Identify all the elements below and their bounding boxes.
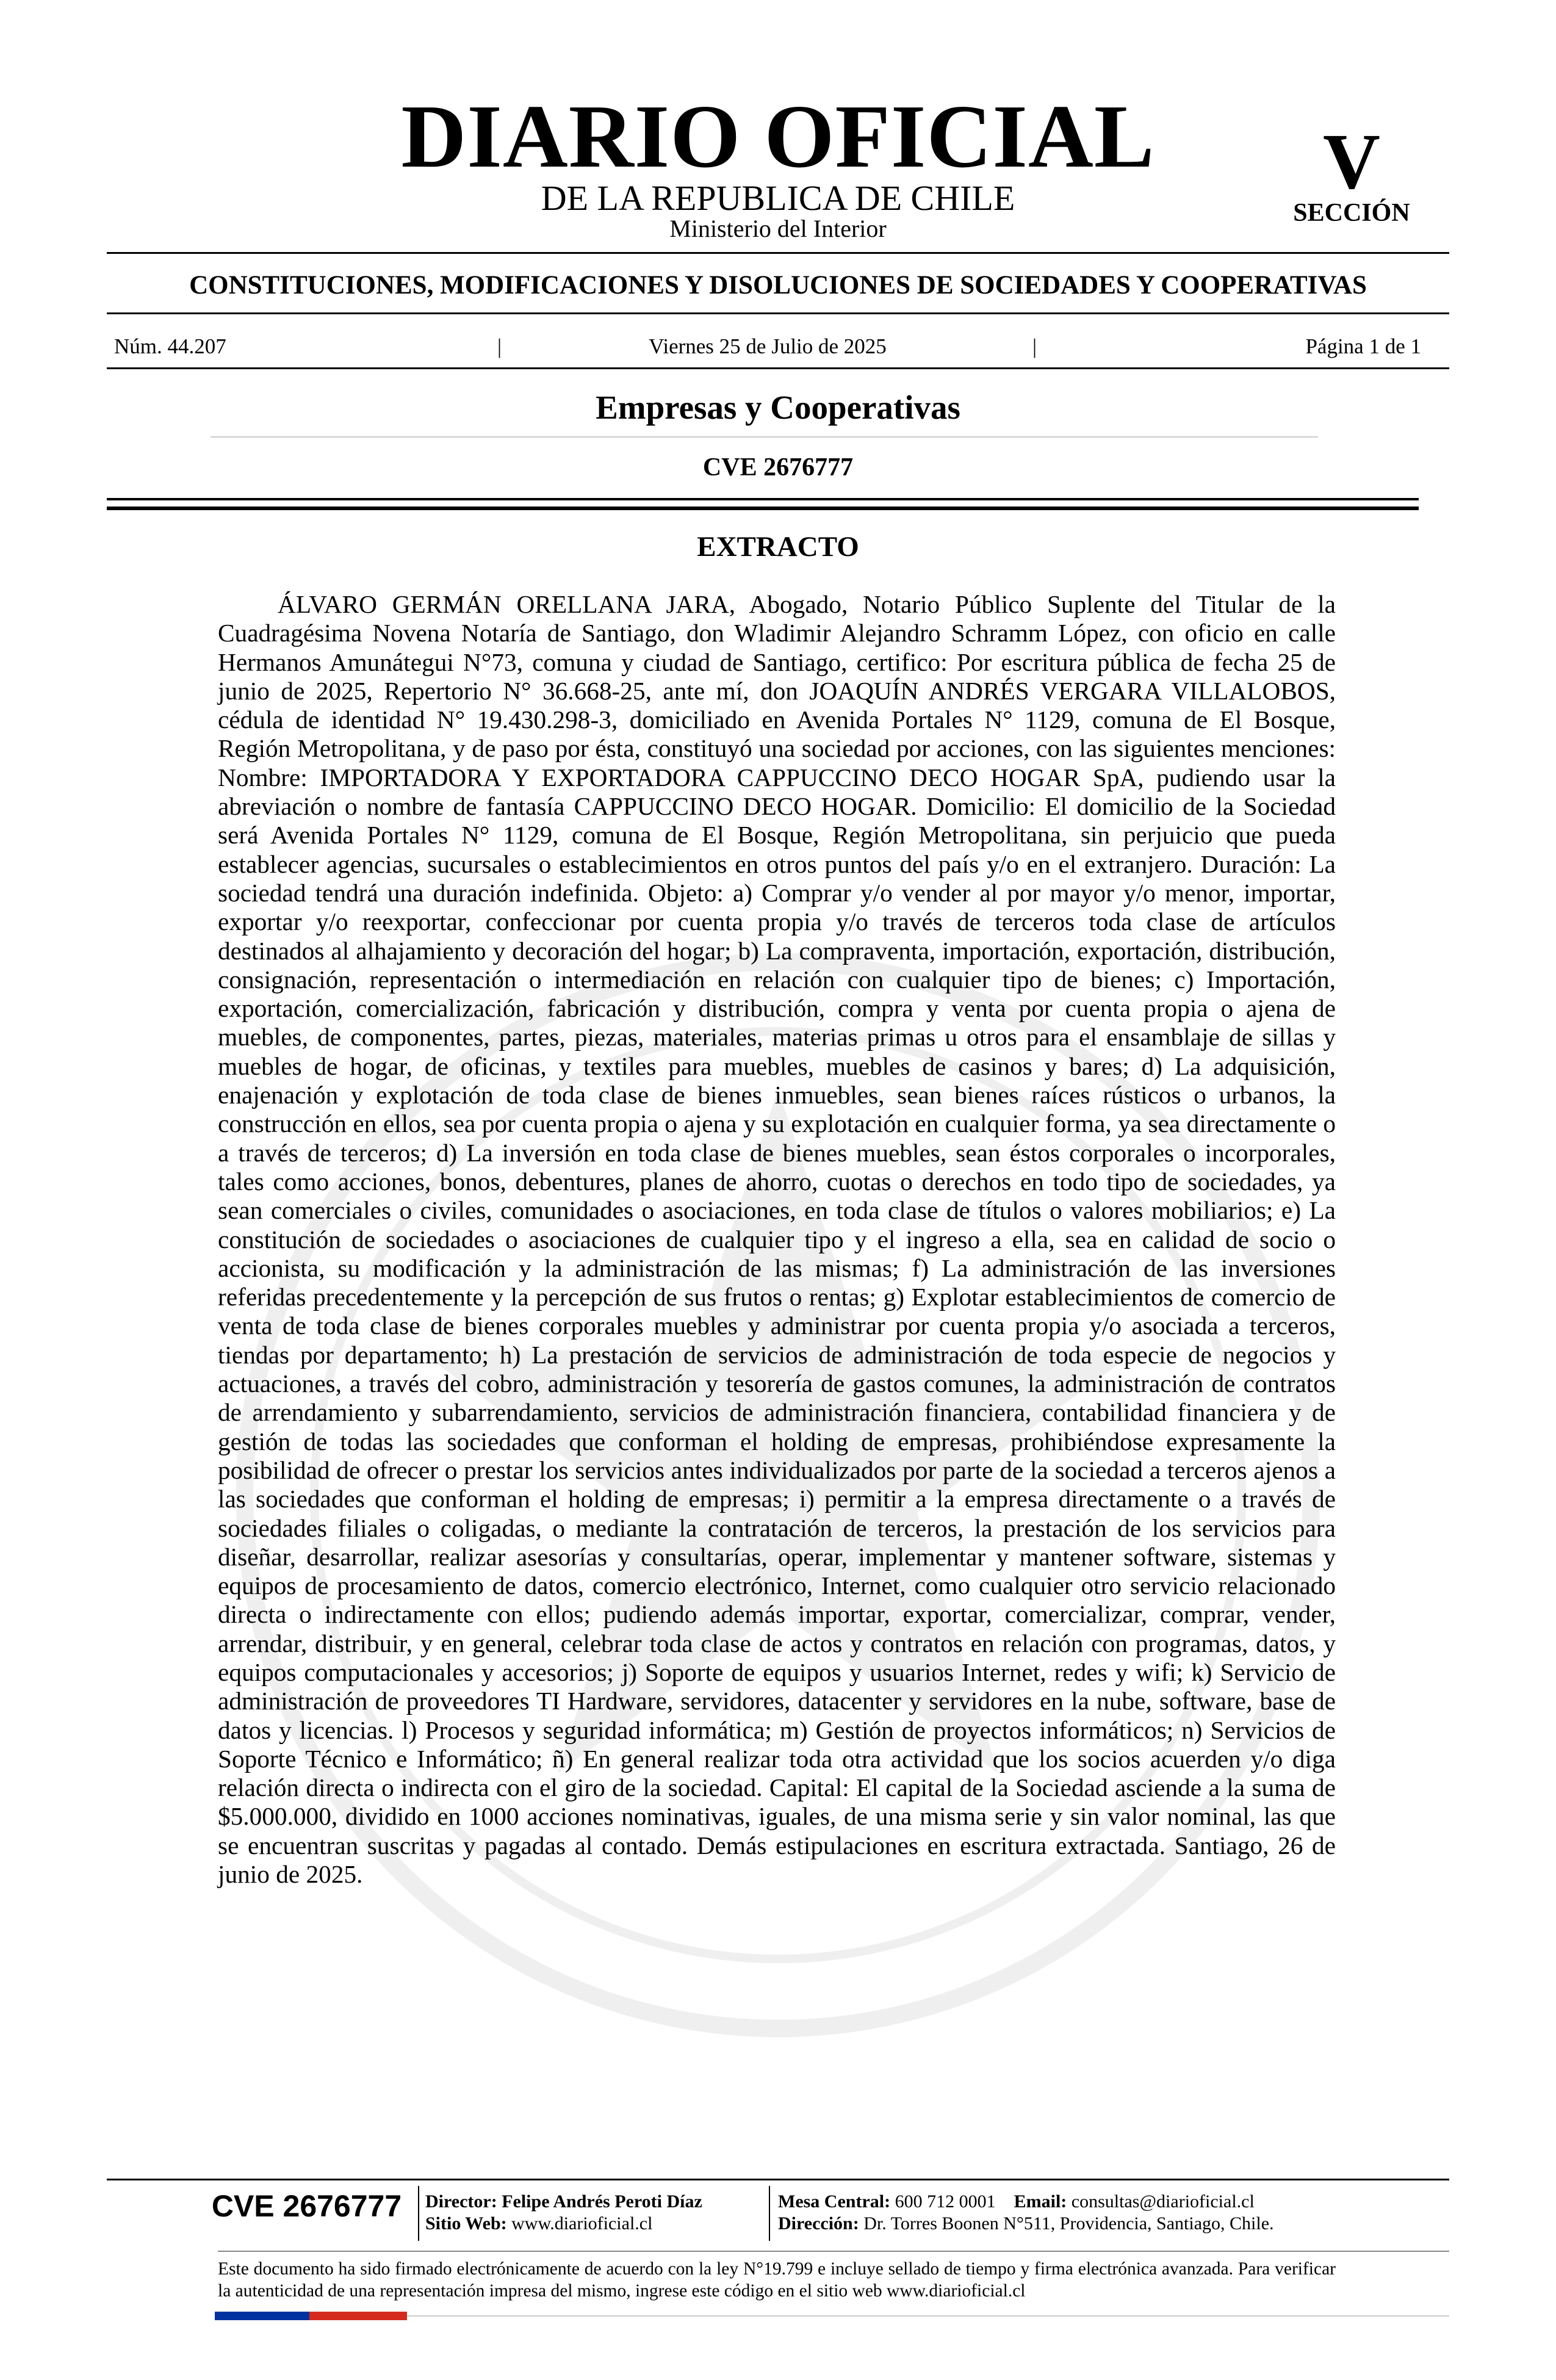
footer-director bbox=[425, 2191, 702, 2213]
address-text: Dr. Torres Boonen N°511, Providencia, Santiago, Chile. bbox=[863, 2213, 1274, 2234]
document-title: EXTRACTO bbox=[697, 531, 859, 563]
masthead-rule bbox=[107, 252, 1449, 254]
footer-legal-notice: Este documento ha sido firmado electrónicamente de acuerdo con la ley N°19.799 e incluye sellado de tiempo y firma electrónica avanzada. Para verificar la autenticidad de una representación impresa del mismo, ingrese este código en el sitio web www.diarioficial.cl bbox=[218, 2259, 1336, 2301]
section-label: SECCIÓN bbox=[1293, 199, 1410, 227]
phone-number: 600 712 0001 bbox=[895, 2191, 996, 2212]
cve-code: CVE 2676777 bbox=[702, 453, 854, 481]
document-body: ÁLVARO GERMÁN ORELLANA JARA, Abogado, Notario Público Suplente del Titular de la Cuadragésima Novena Notaría de Santiago, don Wladimir Alejandro Schramm López, con oficio en calle Hermanos Amunátegui N°73, comuna y ciudad de Santiago, certifico: Por escritura pública de fecha 25 de junio de 2025, Repertorio N° 36.668-25, ante mí, don JOAQUÍN ANDRÉS VERGARA VILLALOBOS, cédula de identidad N° 19.430.298-3, domiciliado en Avenida Portales N° 1129, comuna de El Bosque, Región Metropolitana, y de paso por ésta, constituyó una sociedad por acciones, con las siguientes menciones: Nombre: IMPORTADORA Y EXPORTADORA CAPPUCCINO DECO HOGAR SpA, pudiendo usar la abreviación o nombre de fantasía CAPPUCCINO DECO HOGAR. Domicilio: El domicilio de la Sociedad será Avenida Portales N° 1129, comuna de El Bosque, Región Metropolitana, sin perjuicio que pueda establecer agencias, sucursales o establecimientos en otros puntos del país y/o en el extranjero. Duración: La sociedad tendrá una duración indefinida. Objeto: a) Comprar y/o vender al por mayor y/o menor, importar, exportar y/o reexportar, confeccionar por cuenta propia y/o través de terceros toda clase de artículos destinados al alhajamiento y decoración del hogar; b) La compraventa, importación, exportación, distribución, consignación, representación o intermediación en relación con cualquier tipo de bienes; c) Importación, exportación, comercialización, fabricación y distribución, compra y venta por cuenta propia o ajena de muebles, de componentes, partes, piezas, materiales, materias primas u otros para el ensamblaje de sillas y muebles de hogar, de oficinas, y textiles para muebles, muebles de casinos y bares; d) La adquisición, enajenación y explotación de toda clase de bienes inmuebles, sean bienes raíces rústicos o urbanos, la construcción en ellos, sea por cuenta propia o ajena y su explotación en cualquier forma, ya sea directamente o a través de terceros; d) La inversión en toda clase de bienes muebles, sean éstos corporales o incorporales, tales como acciones, bonos, debentures, planes de ahorro, cuotas o derechos en todo tipo de sociedades, ya sean comerciales o civiles, comunidades o asociaciones, en toda clase de títulos o valores mobiliarios; e) La constitución de sociedades o asociaciones de cualquier tipo y el ingreso a ella, sea en calidad de socio o accionista, su modificación y la administración de las mismas; f) La administración de las inversiones referidas precedentemente y la percepción de sus frutos o rentas; g) Explotar establecimientos de comercio de venta de toda clase de bienes corporales muebles y administrar por cuenta propia y/o asociada a terceros, tiendas por departamento; h) La prestación de servicios de administración de toda especie de negocios y actuaciones, a través del cobro, administración y tesorería de gastos comunes, la administración de contratos de arrendamiento y subarrendamiento, servicios de administración financiera, contabilidad financiera y de gestión de todas las sociedades que conforman el holding de empresas, prohibiéndose expresamente la posibilidad de ofrecer o prestar los servicios antes individualizados por parte de la sociedad a terceros ajenos a las sociedades que conforman el holding de empresas; i) permitir a la empresa directamente o a través de sociedades filiales o coligadas, o mediante la contratación de terceros, la prestación de los servicios para diseñar, desarrollar, realizar asesorías y consultarías, operar, implementar y mantener software, sistemas y equipos de procesamiento de datos, comercio electrónico, Internet, como cualquier otro servicio relacionado directa o indirectamente con ellos; pudiendo además importar, exportar, comercializar, comprar, vender, arrendar, distribuir, y en general, celebrar toda clase de actos y contratos en relación con programas, datos, y equipos computacionales y accesorios; j) Soporte de equipos y usuarios Internet, redes y wifi; k) Servicio de administración de proveedores TI Hardware, servidores, datacenter y servidores en la nube, software, base de datos y licencias. l) Procesos y seguridad informática; m) Gestión de proyectos informáticos; n) Servicios de Soporte Técnico e Informático; ñ) En general realizar toda otra actividad que los socios acuerden y/o diga relación directa o indirecta con el giro de la sociedad. Capital: El capital de la Sociedad asciende a la suma de $5.000.000, dividido en 1000 acciones nominativas, iguales, de una misma serie y sin valor nominal, las que se encuentran suscritas y pagadas al contado. Demás estipulaciones en escritura extractada. Santiago, 26 de junio de 2025. bbox=[218, 590, 1336, 1889]
footer-divider bbox=[769, 2186, 770, 2241]
email-label: Email: bbox=[1014, 2191, 1067, 2212]
footer-legal-rule bbox=[218, 2251, 1449, 2252]
issue-date: Viernes 25 de Julio de 2025 bbox=[649, 334, 887, 358]
section-rule bbox=[107, 312, 1449, 314]
category-underline bbox=[211, 436, 1318, 438]
footer-website bbox=[425, 2213, 652, 2235]
footer-cve-code: CVE 2676777 bbox=[211, 2189, 402, 2223]
address-label: Dirección: bbox=[778, 2213, 859, 2234]
footer-bottom-rule bbox=[407, 2315, 1449, 2317]
footer-contact bbox=[778, 2191, 1255, 2213]
double-rule-bottom bbox=[107, 507, 1419, 510]
double-rule-top bbox=[107, 498, 1419, 500]
page-number: Página 1 de 1 bbox=[1305, 334, 1421, 358]
masthead-subtitle: DE LA REPUBLICA DE CHILE bbox=[541, 178, 1015, 218]
director-label: Director: bbox=[425, 2191, 497, 2212]
director-name: Felipe Andrés Peroti Díaz bbox=[502, 2191, 702, 2212]
issue-separator: | bbox=[1032, 334, 1037, 358]
footer-rule bbox=[107, 2179, 1449, 2180]
issue-rule bbox=[107, 367, 1449, 369]
masthead-title: DIARIO OFICIAL bbox=[401, 87, 1155, 187]
section-letter: V bbox=[1323, 118, 1380, 206]
phone-label: Mesa Central: bbox=[778, 2191, 891, 2212]
footer-divider bbox=[418, 2186, 419, 2241]
website-link[interactable]: www.diarioficial.cl bbox=[511, 2213, 653, 2234]
issue-number: Núm. 44.207 bbox=[114, 334, 226, 358]
flag-stripe-red bbox=[309, 2312, 407, 2320]
footer-address bbox=[778, 2213, 1274, 2235]
category-heading: Empresas y Cooperativas bbox=[596, 389, 960, 426]
masthead-ministry: Ministerio del Interior bbox=[669, 215, 887, 242]
section-heading: CONSTITUCIONES, MODIFICACIONES Y DISOLUCIONES DE SOCIEDADES Y COOPERATIVAS bbox=[189, 271, 1367, 300]
flag-stripe-blue bbox=[215, 2312, 309, 2320]
issue-info-row bbox=[114, 334, 1421, 359]
issue-separator: | bbox=[497, 334, 502, 358]
email-link[interactable]: consultas@diarioficial.cl bbox=[1071, 2191, 1255, 2212]
website-label: Sitio Web: bbox=[425, 2213, 507, 2234]
